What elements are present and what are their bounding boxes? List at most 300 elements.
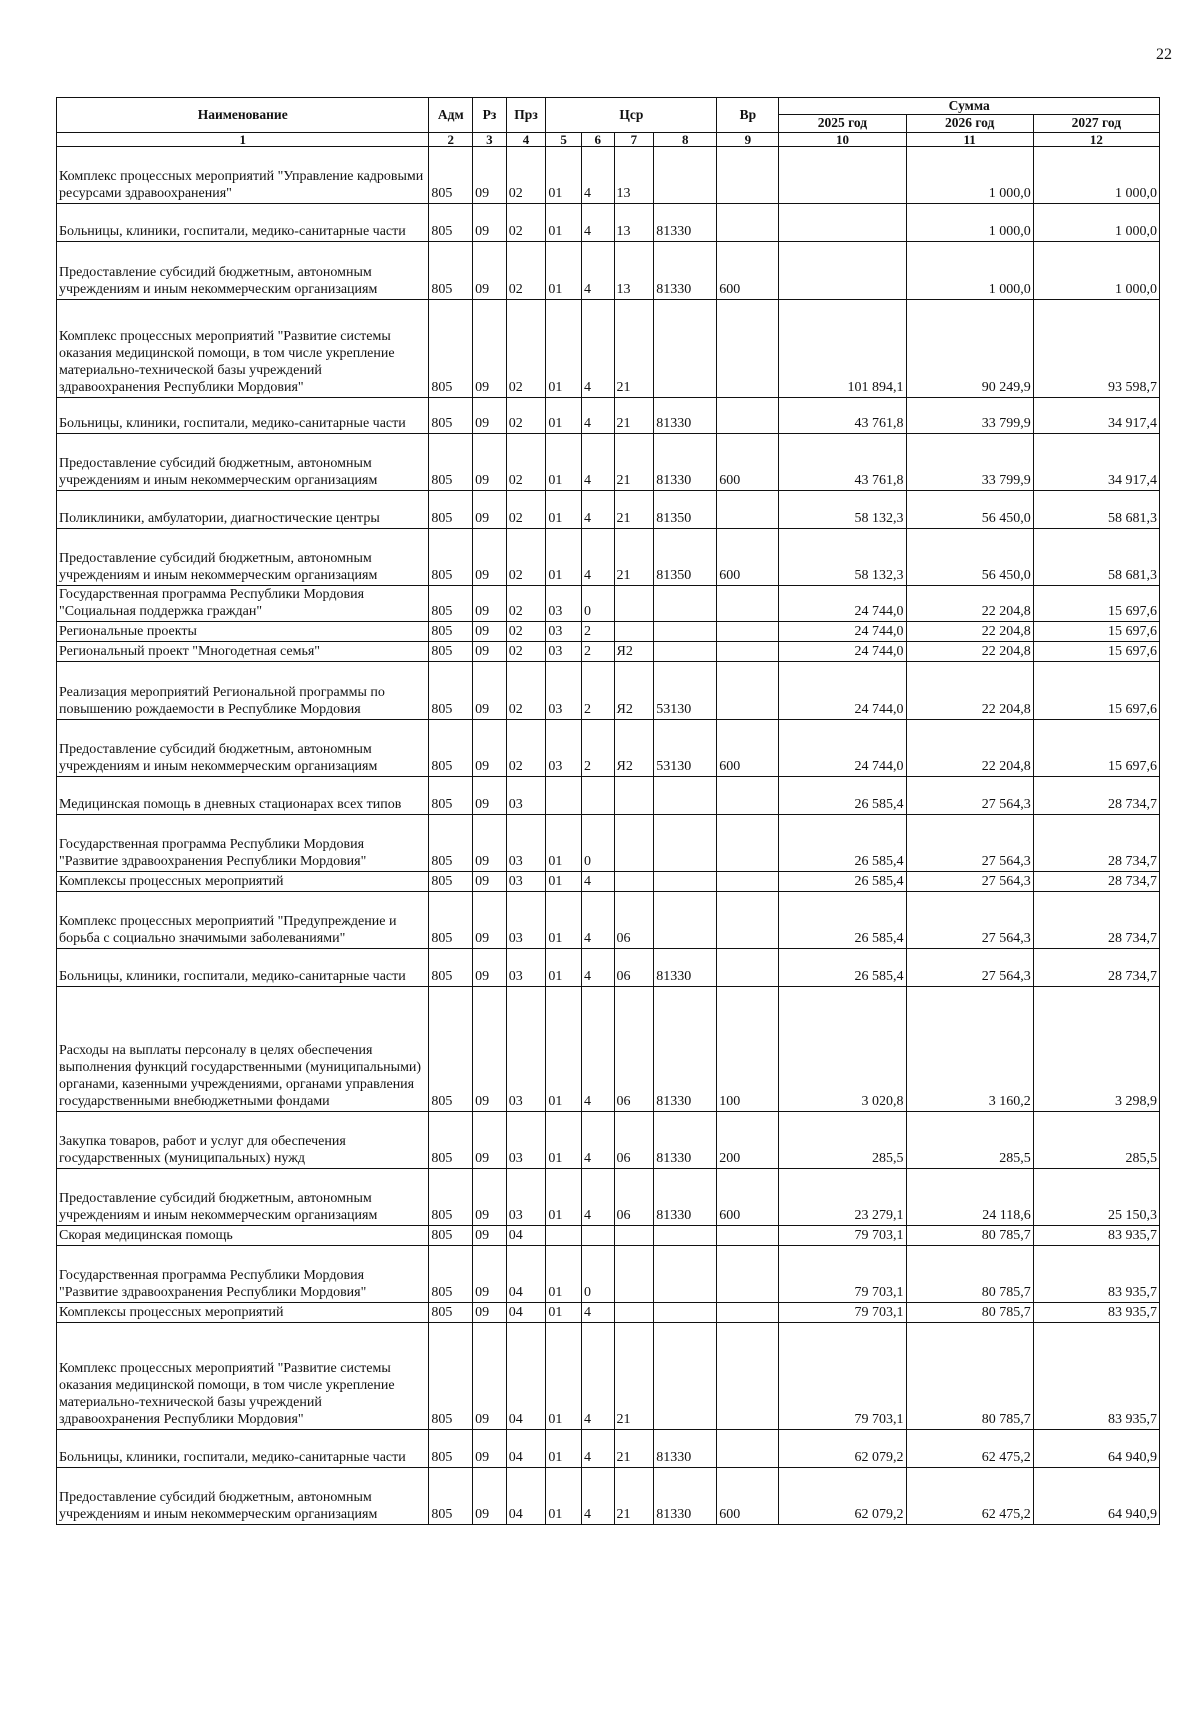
row-sum-2025: 62 079,2 — [779, 1468, 906, 1525]
row-adm: 805 — [429, 1430, 473, 1468]
row-sum-2027: 15 697,6 — [1033, 662, 1159, 720]
header-sum: Сумма — [779, 98, 1160, 115]
row-adm: 805 — [429, 1303, 473, 1323]
col-number: 6 — [581, 132, 614, 146]
row-adm: 805 — [429, 203, 473, 241]
row-vr — [717, 146, 779, 203]
table-row — [57, 1468, 1160, 1525]
row-csr-program: 01 — [546, 1169, 582, 1226]
row-csr-type: 2 — [581, 662, 614, 720]
row-prz: 04 — [506, 1226, 546, 1246]
row-adm: 805 — [429, 642, 473, 662]
table-row — [57, 146, 1160, 203]
row-csr-direction — [654, 777, 717, 815]
row-prz: 02 — [506, 662, 546, 720]
row-sum-2026: 22 204,8 — [906, 585, 1033, 621]
row-csr-event: 06 — [614, 949, 654, 987]
row-csr-direction: 81330 — [654, 1112, 717, 1169]
row-csr-direction — [654, 1303, 717, 1323]
row-csr-type: 4 — [581, 949, 614, 987]
row-rz: 09 — [473, 1468, 507, 1525]
row-name: Комплекс процессных мероприятий "Предупреждение и борьба с социально значимыми заболеваниями" — [57, 892, 429, 949]
table-row — [57, 585, 1160, 621]
row-sum-2025: 24 744,0 — [779, 662, 906, 720]
row-csr-event — [614, 1303, 654, 1323]
table-row — [57, 642, 1160, 662]
header-rz: Рз — [473, 98, 507, 133]
header-year-2026: 2026 год — [906, 115, 1033, 132]
col-number: 5 — [546, 132, 582, 146]
row-csr-program: 01 — [546, 1246, 582, 1303]
row-prz: 02 — [506, 397, 546, 433]
row-name: Региональные проекты — [57, 622, 429, 642]
table-row — [57, 1226, 1160, 1246]
row-vr — [717, 203, 779, 241]
row-name: Комплексы процессных мероприятий — [57, 1303, 429, 1323]
col-number: 11 — [906, 132, 1033, 146]
row-prz: 03 — [506, 892, 546, 949]
row-csr-program: 03 — [546, 642, 582, 662]
row-prz: 02 — [506, 720, 546, 777]
row-sum-2025: 26 585,4 — [779, 777, 906, 815]
row-sum-2025: 79 703,1 — [779, 1323, 906, 1430]
row-csr-type: 0 — [581, 585, 614, 621]
col-number: 10 — [779, 132, 906, 146]
row-vr — [717, 642, 779, 662]
row-csr-type: 4 — [581, 1430, 614, 1468]
row-name: Скорая медицинская помощь — [57, 1226, 429, 1246]
row-sum-2026: 33 799,9 — [906, 433, 1033, 490]
row-vr — [717, 1246, 779, 1303]
row-csr-direction: 53130 — [654, 662, 717, 720]
row-csr-event — [614, 815, 654, 872]
row-csr-event: 21 — [614, 528, 654, 585]
col-number: 7 — [614, 132, 654, 146]
row-sum-2027: 25 150,3 — [1033, 1169, 1159, 1226]
row-csr-type: 4 — [581, 1468, 614, 1525]
row-prz: 03 — [506, 815, 546, 872]
row-prz: 02 — [506, 490, 546, 528]
row-csr-direction: 81330 — [654, 949, 717, 987]
row-sum-2026: 24 118,6 — [906, 1169, 1033, 1226]
row-adm: 805 — [429, 299, 473, 397]
row-sum-2027: 1 000,0 — [1033, 241, 1159, 299]
row-rz: 09 — [473, 949, 507, 987]
row-sum-2025: 79 703,1 — [779, 1246, 906, 1303]
table-row — [57, 1323, 1160, 1430]
row-sum-2027: 15 697,6 — [1033, 720, 1159, 777]
row-vr — [717, 397, 779, 433]
row-csr-event: 06 — [614, 892, 654, 949]
table-row — [57, 622, 1160, 642]
row-adm: 805 — [429, 1323, 473, 1430]
row-adm: 805 — [429, 433, 473, 490]
row-adm: 805 — [429, 662, 473, 720]
row-sum-2026: 62 475,2 — [906, 1430, 1033, 1468]
row-csr-event: 21 — [614, 299, 654, 397]
row-sum-2027: 58 681,3 — [1033, 528, 1159, 585]
row-csr-direction — [654, 1323, 717, 1430]
row-csr-direction — [654, 892, 717, 949]
row-csr-type: 2 — [581, 622, 614, 642]
header-year-2025: 2025 год — [779, 115, 906, 132]
row-sum-2027: 28 734,7 — [1033, 815, 1159, 872]
row-name: Больницы, клиники, госпитали, медико-санитарные части — [57, 397, 429, 433]
table-row — [57, 892, 1160, 949]
row-sum-2026: 27 564,3 — [906, 892, 1033, 949]
table-row — [57, 949, 1160, 987]
row-rz: 09 — [473, 622, 507, 642]
row-vr — [717, 777, 779, 815]
row-csr-event — [614, 585, 654, 621]
row-sum-2027: 83 935,7 — [1033, 1246, 1159, 1303]
row-name: Предоставление субсидий бюджетным, автономным учреждениям и иным некоммерческим организациям — [57, 241, 429, 299]
row-sum-2026: 56 450,0 — [906, 528, 1033, 585]
row-sum-2027: 15 697,6 — [1033, 642, 1159, 662]
row-adm: 805 — [429, 815, 473, 872]
table-row — [57, 987, 1160, 1112]
row-vr: 600 — [717, 1468, 779, 1525]
row-rz: 09 — [473, 872, 507, 892]
row-name: Комплекс процессных мероприятий "Развитие системы оказания медицинской помощи, в том числе укрепление материально-технической базы учреждений здравоохранения Республики Мордовия" — [57, 299, 429, 397]
row-csr-event: 21 — [614, 1323, 654, 1430]
row-rz: 09 — [473, 815, 507, 872]
row-csr-event — [614, 1226, 654, 1246]
row-csr-type: 4 — [581, 490, 614, 528]
row-sum-2026: 1 000,0 — [906, 203, 1033, 241]
budget-table — [56, 97, 1160, 1525]
row-csr-event — [614, 872, 654, 892]
row-sum-2025: 79 703,1 — [779, 1226, 906, 1246]
row-name: Медицинская помощь в дневных стационарах всех типов — [57, 777, 429, 815]
row-csr-event: Я2 — [614, 720, 654, 777]
col-number: 8 — [654, 132, 717, 146]
row-csr-event: 06 — [614, 987, 654, 1112]
row-prz: 02 — [506, 433, 546, 490]
row-sum-2026: 62 475,2 — [906, 1468, 1033, 1525]
row-adm: 805 — [429, 720, 473, 777]
row-csr-type — [581, 1226, 614, 1246]
row-name: Больницы, клиники, госпитали, медико-санитарные части — [57, 1430, 429, 1468]
row-adm: 805 — [429, 872, 473, 892]
row-csr-program — [546, 777, 582, 815]
row-csr-event: 21 — [614, 490, 654, 528]
row-sum-2025: 58 132,3 — [779, 528, 906, 585]
row-adm: 805 — [429, 892, 473, 949]
row-name: Комплекс процессных мероприятий "Развитие системы оказания медицинской помощи, в том числе укрепление материально-технической базы учреждений здравоохранения Республики Мордовия" — [57, 1323, 429, 1430]
row-sum-2026: 1 000,0 — [906, 241, 1033, 299]
row-prz: 04 — [506, 1323, 546, 1430]
row-adm: 805 — [429, 146, 473, 203]
row-vr — [717, 1323, 779, 1430]
row-csr-direction — [654, 299, 717, 397]
row-sum-2026: 22 204,8 — [906, 662, 1033, 720]
row-sum-2025: 43 761,8 — [779, 397, 906, 433]
row-sum-2025: 62 079,2 — [779, 1430, 906, 1468]
header-year-2027: 2027 год — [1033, 115, 1159, 132]
row-csr-program: 01 — [546, 299, 582, 397]
row-sum-2026: 22 204,8 — [906, 720, 1033, 777]
row-sum-2027: 28 734,7 — [1033, 872, 1159, 892]
row-rz: 09 — [473, 1303, 507, 1323]
row-vr — [717, 299, 779, 397]
row-vr — [717, 662, 779, 720]
row-rz: 09 — [473, 585, 507, 621]
row-rz: 09 — [473, 397, 507, 433]
row-rz: 09 — [473, 1169, 507, 1226]
header-csr: Цср — [546, 98, 717, 133]
row-sum-2025: 24 744,0 — [779, 720, 906, 777]
row-sum-2026: 22 204,8 — [906, 642, 1033, 662]
row-vr: 100 — [717, 987, 779, 1112]
table-header — [57, 98, 1160, 147]
row-rz: 09 — [473, 1226, 507, 1246]
row-sum-2027: 83 935,7 — [1033, 1226, 1159, 1246]
row-name: Государственная программа Республики Мордовия "Развитие здравоохранения Республики Мордовия" — [57, 1246, 429, 1303]
row-prz: 02 — [506, 528, 546, 585]
row-name: Больницы, клиники, госпитали, медико-санитарные части — [57, 949, 429, 987]
row-csr-direction: 81330 — [654, 203, 717, 241]
row-csr-event: 13 — [614, 241, 654, 299]
table-row — [57, 490, 1160, 528]
row-adm: 805 — [429, 397, 473, 433]
row-name: Предоставление субсидий бюджетным, автономным учреждениям и иным некоммерческим организациям — [57, 1468, 429, 1525]
row-name: Государственная программа Республики Мордовия "Развитие здравоохранения Республики Мордовия" — [57, 815, 429, 872]
row-csr-direction: 81350 — [654, 490, 717, 528]
row-prz: 03 — [506, 987, 546, 1112]
row-sum-2026: 80 785,7 — [906, 1323, 1033, 1430]
row-adm: 805 — [429, 528, 473, 585]
row-csr-program — [546, 1226, 582, 1246]
row-sum-2027: 83 935,7 — [1033, 1303, 1159, 1323]
row-csr-program: 01 — [546, 203, 582, 241]
row-sum-2026: 56 450,0 — [906, 490, 1033, 528]
row-name: Реализация мероприятий Региональной программы по повышению рождаемости в Республике Мордовия — [57, 662, 429, 720]
row-prz: 03 — [506, 1169, 546, 1226]
row-csr-direction: 81350 — [654, 528, 717, 585]
table-row — [57, 1169, 1160, 1226]
table-row — [57, 872, 1160, 892]
row-vr — [717, 949, 779, 987]
row-rz: 09 — [473, 662, 507, 720]
row-csr-type: 4 — [581, 299, 614, 397]
row-csr-type: 2 — [581, 720, 614, 777]
row-csr-program: 01 — [546, 949, 582, 987]
row-csr-event — [614, 1246, 654, 1303]
row-adm: 805 — [429, 1246, 473, 1303]
row-name: Предоставление субсидий бюджетным, автономным учреждениям и иным некоммерческим организациям — [57, 1169, 429, 1226]
row-sum-2027: 28 734,7 — [1033, 892, 1159, 949]
row-rz: 09 — [473, 433, 507, 490]
row-sum-2027: 28 734,7 — [1033, 949, 1159, 987]
header-adm: Адм — [429, 98, 473, 133]
row-sum-2026: 33 799,9 — [906, 397, 1033, 433]
row-vr — [717, 872, 779, 892]
row-sum-2025 — [779, 241, 906, 299]
row-csr-type: 4 — [581, 1323, 614, 1430]
row-csr-direction — [654, 642, 717, 662]
col-number: 9 — [717, 132, 779, 146]
col-number: 2 — [429, 132, 473, 146]
row-csr-program: 01 — [546, 892, 582, 949]
row-csr-program: 01 — [546, 397, 582, 433]
row-adm: 805 — [429, 490, 473, 528]
row-name: Поликлиники, амбулатории, диагностические центры — [57, 490, 429, 528]
row-rz: 09 — [473, 720, 507, 777]
row-adm: 805 — [429, 241, 473, 299]
row-sum-2027: 1 000,0 — [1033, 146, 1159, 203]
row-rz: 09 — [473, 1112, 507, 1169]
row-vr: 600 — [717, 1169, 779, 1226]
row-adm: 805 — [429, 1226, 473, 1246]
row-csr-event: Я2 — [614, 642, 654, 662]
row-sum-2025: 26 585,4 — [779, 949, 906, 987]
row-prz: 02 — [506, 146, 546, 203]
row-sum-2027: 93 598,7 — [1033, 299, 1159, 397]
table-row — [57, 662, 1160, 720]
row-prz: 04 — [506, 1430, 546, 1468]
row-rz: 09 — [473, 490, 507, 528]
row-vr — [717, 622, 779, 642]
row-csr-program: 03 — [546, 585, 582, 621]
row-prz: 03 — [506, 1112, 546, 1169]
row-sum-2026: 27 564,3 — [906, 777, 1033, 815]
row-csr-event — [614, 777, 654, 815]
row-csr-type — [581, 777, 614, 815]
row-csr-program: 01 — [546, 1430, 582, 1468]
row-vr — [717, 1226, 779, 1246]
table-row — [57, 1246, 1160, 1303]
row-csr-direction: 81330 — [654, 987, 717, 1112]
row-adm: 805 — [429, 1112, 473, 1169]
row-sum-2026: 285,5 — [906, 1112, 1033, 1169]
row-prz: 03 — [506, 949, 546, 987]
row-csr-type: 4 — [581, 1303, 614, 1323]
row-csr-type: 4 — [581, 872, 614, 892]
row-sum-2027: 83 935,7 — [1033, 1323, 1159, 1430]
header-name: Наименование — [57, 98, 429, 133]
row-vr: 600 — [717, 433, 779, 490]
row-prz: 03 — [506, 872, 546, 892]
row-name: Комплекс процессных мероприятий "Управление кадровыми ресурсами здравоохранения" — [57, 146, 429, 203]
row-prz: 02 — [506, 241, 546, 299]
row-name: Предоставление субсидий бюджетным, автономным учреждениям и иным некоммерческим организациям — [57, 528, 429, 585]
row-csr-program: 01 — [546, 815, 582, 872]
row-sum-2027: 34 917,4 — [1033, 433, 1159, 490]
row-rz: 09 — [473, 203, 507, 241]
row-sum-2027: 28 734,7 — [1033, 777, 1159, 815]
row-sum-2027: 64 940,9 — [1033, 1468, 1159, 1525]
row-rz: 09 — [473, 1430, 507, 1468]
row-csr-event: 21 — [614, 1430, 654, 1468]
row-prz: 02 — [506, 622, 546, 642]
row-csr-type: 4 — [581, 1112, 614, 1169]
row-csr-direction — [654, 1246, 717, 1303]
row-csr-type: 4 — [581, 203, 614, 241]
row-vr — [717, 892, 779, 949]
row-vr — [717, 490, 779, 528]
row-name: Предоставление субсидий бюджетным, автономным учреждениям и иным некоммерческим организациям — [57, 720, 429, 777]
row-adm: 805 — [429, 1468, 473, 1525]
row-csr-direction: 81330 — [654, 433, 717, 490]
row-prz: 03 — [506, 777, 546, 815]
row-csr-program: 01 — [546, 872, 582, 892]
row-sum-2025: 26 585,4 — [779, 815, 906, 872]
row-rz: 09 — [473, 146, 507, 203]
row-adm: 805 — [429, 777, 473, 815]
row-rz: 09 — [473, 892, 507, 949]
row-csr-direction: 81330 — [654, 1430, 717, 1468]
row-csr-direction — [654, 622, 717, 642]
table-row — [57, 720, 1160, 777]
row-prz: 04 — [506, 1246, 546, 1303]
row-sum-2027: 58 681,3 — [1033, 490, 1159, 528]
row-prz: 02 — [506, 203, 546, 241]
table-row — [57, 397, 1160, 433]
row-csr-event: 21 — [614, 397, 654, 433]
col-number: 1 — [57, 132, 429, 146]
row-csr-event: 21 — [614, 433, 654, 490]
row-rz: 09 — [473, 1246, 507, 1303]
row-csr-event: 06 — [614, 1112, 654, 1169]
row-csr-event — [614, 622, 654, 642]
row-prz: 04 — [506, 1468, 546, 1525]
row-csr-program: 01 — [546, 987, 582, 1112]
row-sum-2025: 58 132,3 — [779, 490, 906, 528]
row-sum-2025: 23 279,1 — [779, 1169, 906, 1226]
col-number: 12 — [1033, 132, 1159, 146]
row-name: Комплексы процессных мероприятий — [57, 872, 429, 892]
row-csr-event: 13 — [614, 146, 654, 203]
row-rz: 09 — [473, 1323, 507, 1430]
row-csr-direction: 81330 — [654, 1468, 717, 1525]
row-vr: 200 — [717, 1112, 779, 1169]
row-sum-2026: 27 564,3 — [906, 949, 1033, 987]
row-csr-type: 0 — [581, 1246, 614, 1303]
row-sum-2026: 3 160,2 — [906, 987, 1033, 1112]
row-vr — [717, 1430, 779, 1468]
table-row — [57, 1430, 1160, 1468]
table-row — [57, 433, 1160, 490]
row-csr-type: 4 — [581, 987, 614, 1112]
row-rz: 09 — [473, 299, 507, 397]
row-prz: 04 — [506, 1303, 546, 1323]
row-csr-program: 03 — [546, 622, 582, 642]
row-csr-program: 01 — [546, 1112, 582, 1169]
row-name: Закупка товаров, работ и услуг для обеспечения государственных (муниципальных) нужд — [57, 1112, 429, 1169]
row-name: Расходы на выплаты персоналу в целях обеспечения выполнения функций государственными (муниципальными) органами, казенными учреждениями, органами управления государственными внебюджетными фондами — [57, 987, 429, 1112]
row-name: Государственная программа Республики Мордовия "Социальная поддержка граждан" — [57, 585, 429, 621]
row-rz: 09 — [473, 241, 507, 299]
header-prz: Прз — [506, 98, 546, 133]
row-csr-program: 01 — [546, 1323, 582, 1430]
row-prz: 02 — [506, 299, 546, 397]
row-csr-direction — [654, 1226, 717, 1246]
row-name: Предоставление субсидий бюджетным, автономным учреждениям и иным некоммерческим организациям — [57, 433, 429, 490]
row-sum-2027: 285,5 — [1033, 1112, 1159, 1169]
row-sum-2025: 26 585,4 — [779, 892, 906, 949]
row-sum-2027: 64 940,9 — [1033, 1430, 1159, 1468]
row-adm: 805 — [429, 585, 473, 621]
table-row — [57, 299, 1160, 397]
row-csr-program: 03 — [546, 662, 582, 720]
row-prz: 02 — [506, 642, 546, 662]
table-row — [57, 241, 1160, 299]
row-csr-program: 03 — [546, 720, 582, 777]
row-csr-program: 01 — [546, 1468, 582, 1525]
column-number-row — [57, 132, 1160, 146]
row-csr-direction — [654, 585, 717, 621]
